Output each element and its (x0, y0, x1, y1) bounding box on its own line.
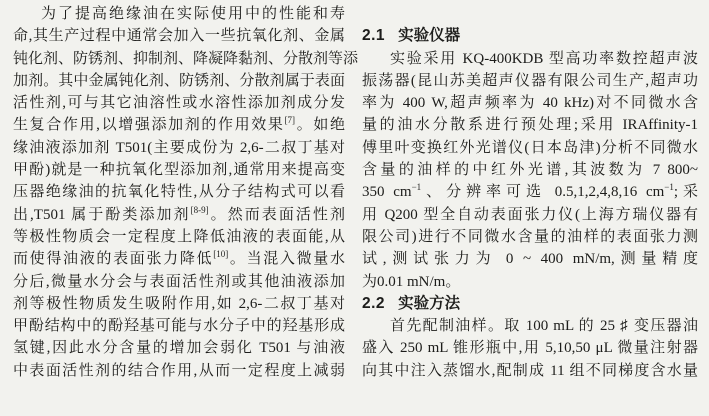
text-line: 率为 400 W,超声频率为 40 kHz)对不同微水含 (362, 95, 698, 112)
text-line: 加剂。其中金属钝化剂、防锈剂、分散剂属于表面 (13, 72, 345, 89)
text-line: 生复合作用,以增强添加剂的作用效果[7]。如绝 (13, 115, 345, 134)
reference-superscript: [10] (213, 249, 229, 260)
text-line: 振荡器(昆山苏美超声仪器有限公司生产,超声功 (362, 72, 698, 89)
text-line: 向其中注入蒸馏水,配制成 11 组不同梯度含水量 (362, 362, 698, 379)
text-line: 为了提高绝缘油在实际使用中的性能和寿 (41, 6, 345, 22)
text-line: 出,T501 属于酚类添加剂[8-9]。然而表面活性剂 (13, 204, 345, 223)
reference-superscript: [8-9] (190, 204, 209, 215)
text-line: 350 $cm^{-1}$、分辨率可选 0.5,1,2,4,8,16 $cm^{-1}$;采 (362, 182, 699, 201)
text-line: 用 Q200 型全自动表面张力仪(上海方瑞仪器有 (362, 206, 698, 223)
text-line: 命,其生产过程中通常会加入一些抗氧化剂、金属 (13, 28, 345, 45)
text-line: 而使得油液的表面张力降低[10]。当混入微量水 (13, 249, 345, 268)
text-line: 限公司)进行不同微水含量的油样的表面张力测 (362, 228, 698, 245)
text-line: 分后,微量水分会与表面活性剂或其他油液添加 (13, 273, 345, 290)
text-line: 甲酚)就是一种抗氧化型添加剂,通常用来提高变 (13, 162, 345, 179)
section-heading (362, 293, 698, 315)
section-title: 实验仪器 (398, 27, 461, 45)
text-line: 活性剂,可与其它油溶性或水溶性添加剂成分发 (13, 95, 345, 112)
text-line: 首先配制油样。取 100 mL 的 25 ♯ 变压器油 (390, 318, 698, 335)
text-line: 压器绝缘油的抗氧化特性,从分子结构式可以看 (13, 184, 345, 201)
text-line: 试,测试张力为 0 ~ 400 mN/m,测量精度 (362, 251, 698, 268)
section-heading (362, 25, 698, 47)
section-number: 2.2 (362, 294, 386, 312)
text-line: 量的油水分散系进行预处理;采用 IRAffinity-1 (362, 117, 698, 134)
text-line: 为0.01 mN/m。 (362, 273, 461, 290)
text-line: 实验采用 KQ-400KDB 型高功率数控超声波 (390, 50, 698, 67)
reference-superscript: −1 (664, 182, 674, 193)
text-line: 等极性物质会一定程度上降低油液的表面能,从 (13, 228, 345, 245)
text-line: 氢键,因此水分含量的增加会弱化 T501 与油液 (13, 340, 345, 357)
section-title: 实验方法 (398, 294, 461, 312)
text-line: 傅里叶变换红外光谱仪(日本岛津)分析不同微水 (362, 139, 698, 156)
section-number: 2.1 (362, 27, 386, 45)
right-column (362, 3, 698, 382)
reference-superscript: [7] (284, 115, 296, 126)
column-spacer (362, 3, 698, 25)
reference-superscript: −1 (411, 182, 422, 193)
text-line: 剂等极性物质发生吸附作用,如 2,6-二叔丁基对 (13, 295, 345, 312)
text-line: 含量的油样的中红外光谱,其波数为 7 800~ (362, 162, 698, 179)
text-line: 甲酚结构中的酚羟基可能与水分子中的羟基形成 (13, 318, 345, 335)
text-line: 钝化剂、防锈剂、抑制剂、降凝降黏剂、分散剂等添 (13, 50, 359, 67)
text-line: 中表面活性剂的结合作用,从而一定程度上减弱 (13, 362, 345, 379)
left-column (13, 3, 359, 382)
text-line: 缘油液添加剂 T501(主要成份为 2,6-二叔丁基对 (13, 139, 345, 156)
text-line: 盛入 250 mL 锥形瓶中,用 5,10,50 μL 微量注射器 (362, 340, 698, 357)
